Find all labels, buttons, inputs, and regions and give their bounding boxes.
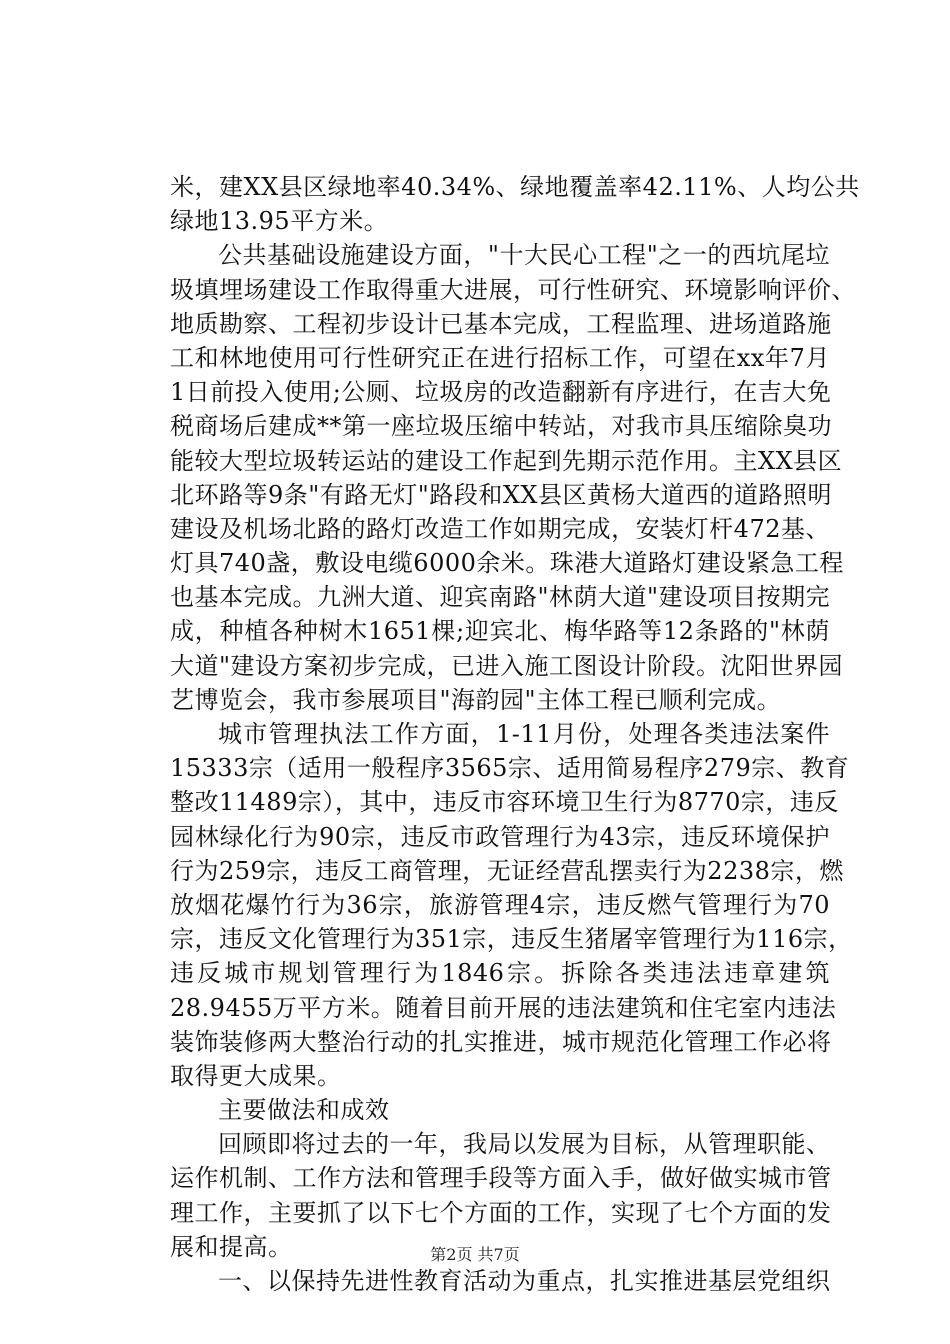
text-line: 灯具740盏，敷设电缆6000余米。珠港大道路灯建设紧急工程: [170, 549, 844, 578]
text-line: 艺博览会，我市参展项目"海韵园"主体工程已顺利完成。: [170, 685, 782, 714]
text-line: 北环路等9条"有路无灯"路段和XX县区黄杨大道西的道路照明: [170, 480, 833, 509]
paragraph-start-line: 一、以保持先进性教育活动为重点，扎实推进基层党组织: [218, 1267, 831, 1295]
text-line: 能较大型垃圾转运站的建设工作起到先期示范作用。主XX县区: [170, 446, 843, 475]
paragraph-start-line: 城市管理执法工作方面，1-11月份，处理各类违法案件: [218, 720, 830, 748]
text-line: 宗，违反文化管理行为351宗，违反生猪屠宰管理行为116宗，: [170, 925, 853, 954]
text-line: 建设及机场北路的路灯改造工作如期完成，安装灯杆472基、: [170, 514, 830, 543]
text-line: 28.9455万平方米。随着目前开展的违法建筑和住宅室内违法: [170, 993, 837, 1022]
text-line: 地质勘察、工程初步设计已基本完成，工程监理、进场道路施: [170, 309, 832, 338]
text-line: 展和提高。: [170, 1232, 293, 1261]
text-line: 圾填埋场建设工作取得重大进展，可行性研究、环境影响评价、: [170, 275, 856, 304]
text-line: 大道"建设方案初步完成，已进入施工图设计阶段。沈阳世界园: [170, 651, 844, 680]
text-line: 米，建XX县区绿地率40.34%、绿地覆盖率42.11%、人均公共: [170, 173, 860, 201]
paragraph-start-line: 公共基础设施建设方面，"十大民心工程"之一的西坑尾垃: [218, 241, 830, 270]
text-line: 运作机制、工作方法和管理手段等方面入手，做好做实城市管: [170, 1164, 832, 1193]
text-line: 放烟花爆竹行为36宗，旅游管理4宗，违反燃气管理行为70: [170, 890, 830, 919]
text-line: 15333宗（适用一般程序3565宗、适用简易程序279宗、教育: [170, 754, 850, 783]
paragraph-start-line: 回顾即将过去的一年，我局以发展为目标，从管理职能、: [218, 1130, 831, 1159]
text-line: 税商场后建成**第一座垃圾压缩中转站，对我市具压缩除臭功: [170, 412, 832, 441]
section-heading: 主要做法和成效: [218, 1096, 390, 1125]
text-line: 绿地13.95平方米。: [170, 207, 389, 236]
text-line: 1日前投入使用;公厕、垃圾房的改造翻新有序进行，在吉大免: [170, 378, 832, 407]
document-body: [170, 170, 860, 1298]
text-line: 行为259宗，违反工商管理，无证经营乱摆卖行为2238宗，燃: [170, 856, 844, 885]
text-line: 成，种植各种树木1651棵;迎宾北、梅华路等12条路的"林荫: [170, 617, 830, 646]
text-line: 工和林地使用可行性研究正在进行招标工作，可望在xx年7月: [170, 343, 830, 372]
page-footer: 第2页 共7页: [430, 1245, 520, 1264]
text-line: 理工作，主要抓了以下七个方面的工作，实现了七个方面的发: [170, 1198, 832, 1227]
text-line: 整改11489宗），其中，违反市容环境卫生行为8770宗，违反: [170, 788, 839, 817]
text-line: 也基本完成。九洲大道、迎宾南路"林荫大道"建设项目按期完: [170, 583, 831, 612]
text-line: 违反城市规划管理行为1846宗。拆除各类违法违章建筑: [170, 959, 830, 988]
text-line: 装饰装修两大整治行动的扎实推进，城市规范化管理工作必将: [170, 1027, 832, 1056]
text-line: 取得更大成果。: [170, 1061, 342, 1090]
text-line: 园林绿化行为90宗，违反市政管理行为43宗，违反环境保护: [170, 822, 830, 851]
